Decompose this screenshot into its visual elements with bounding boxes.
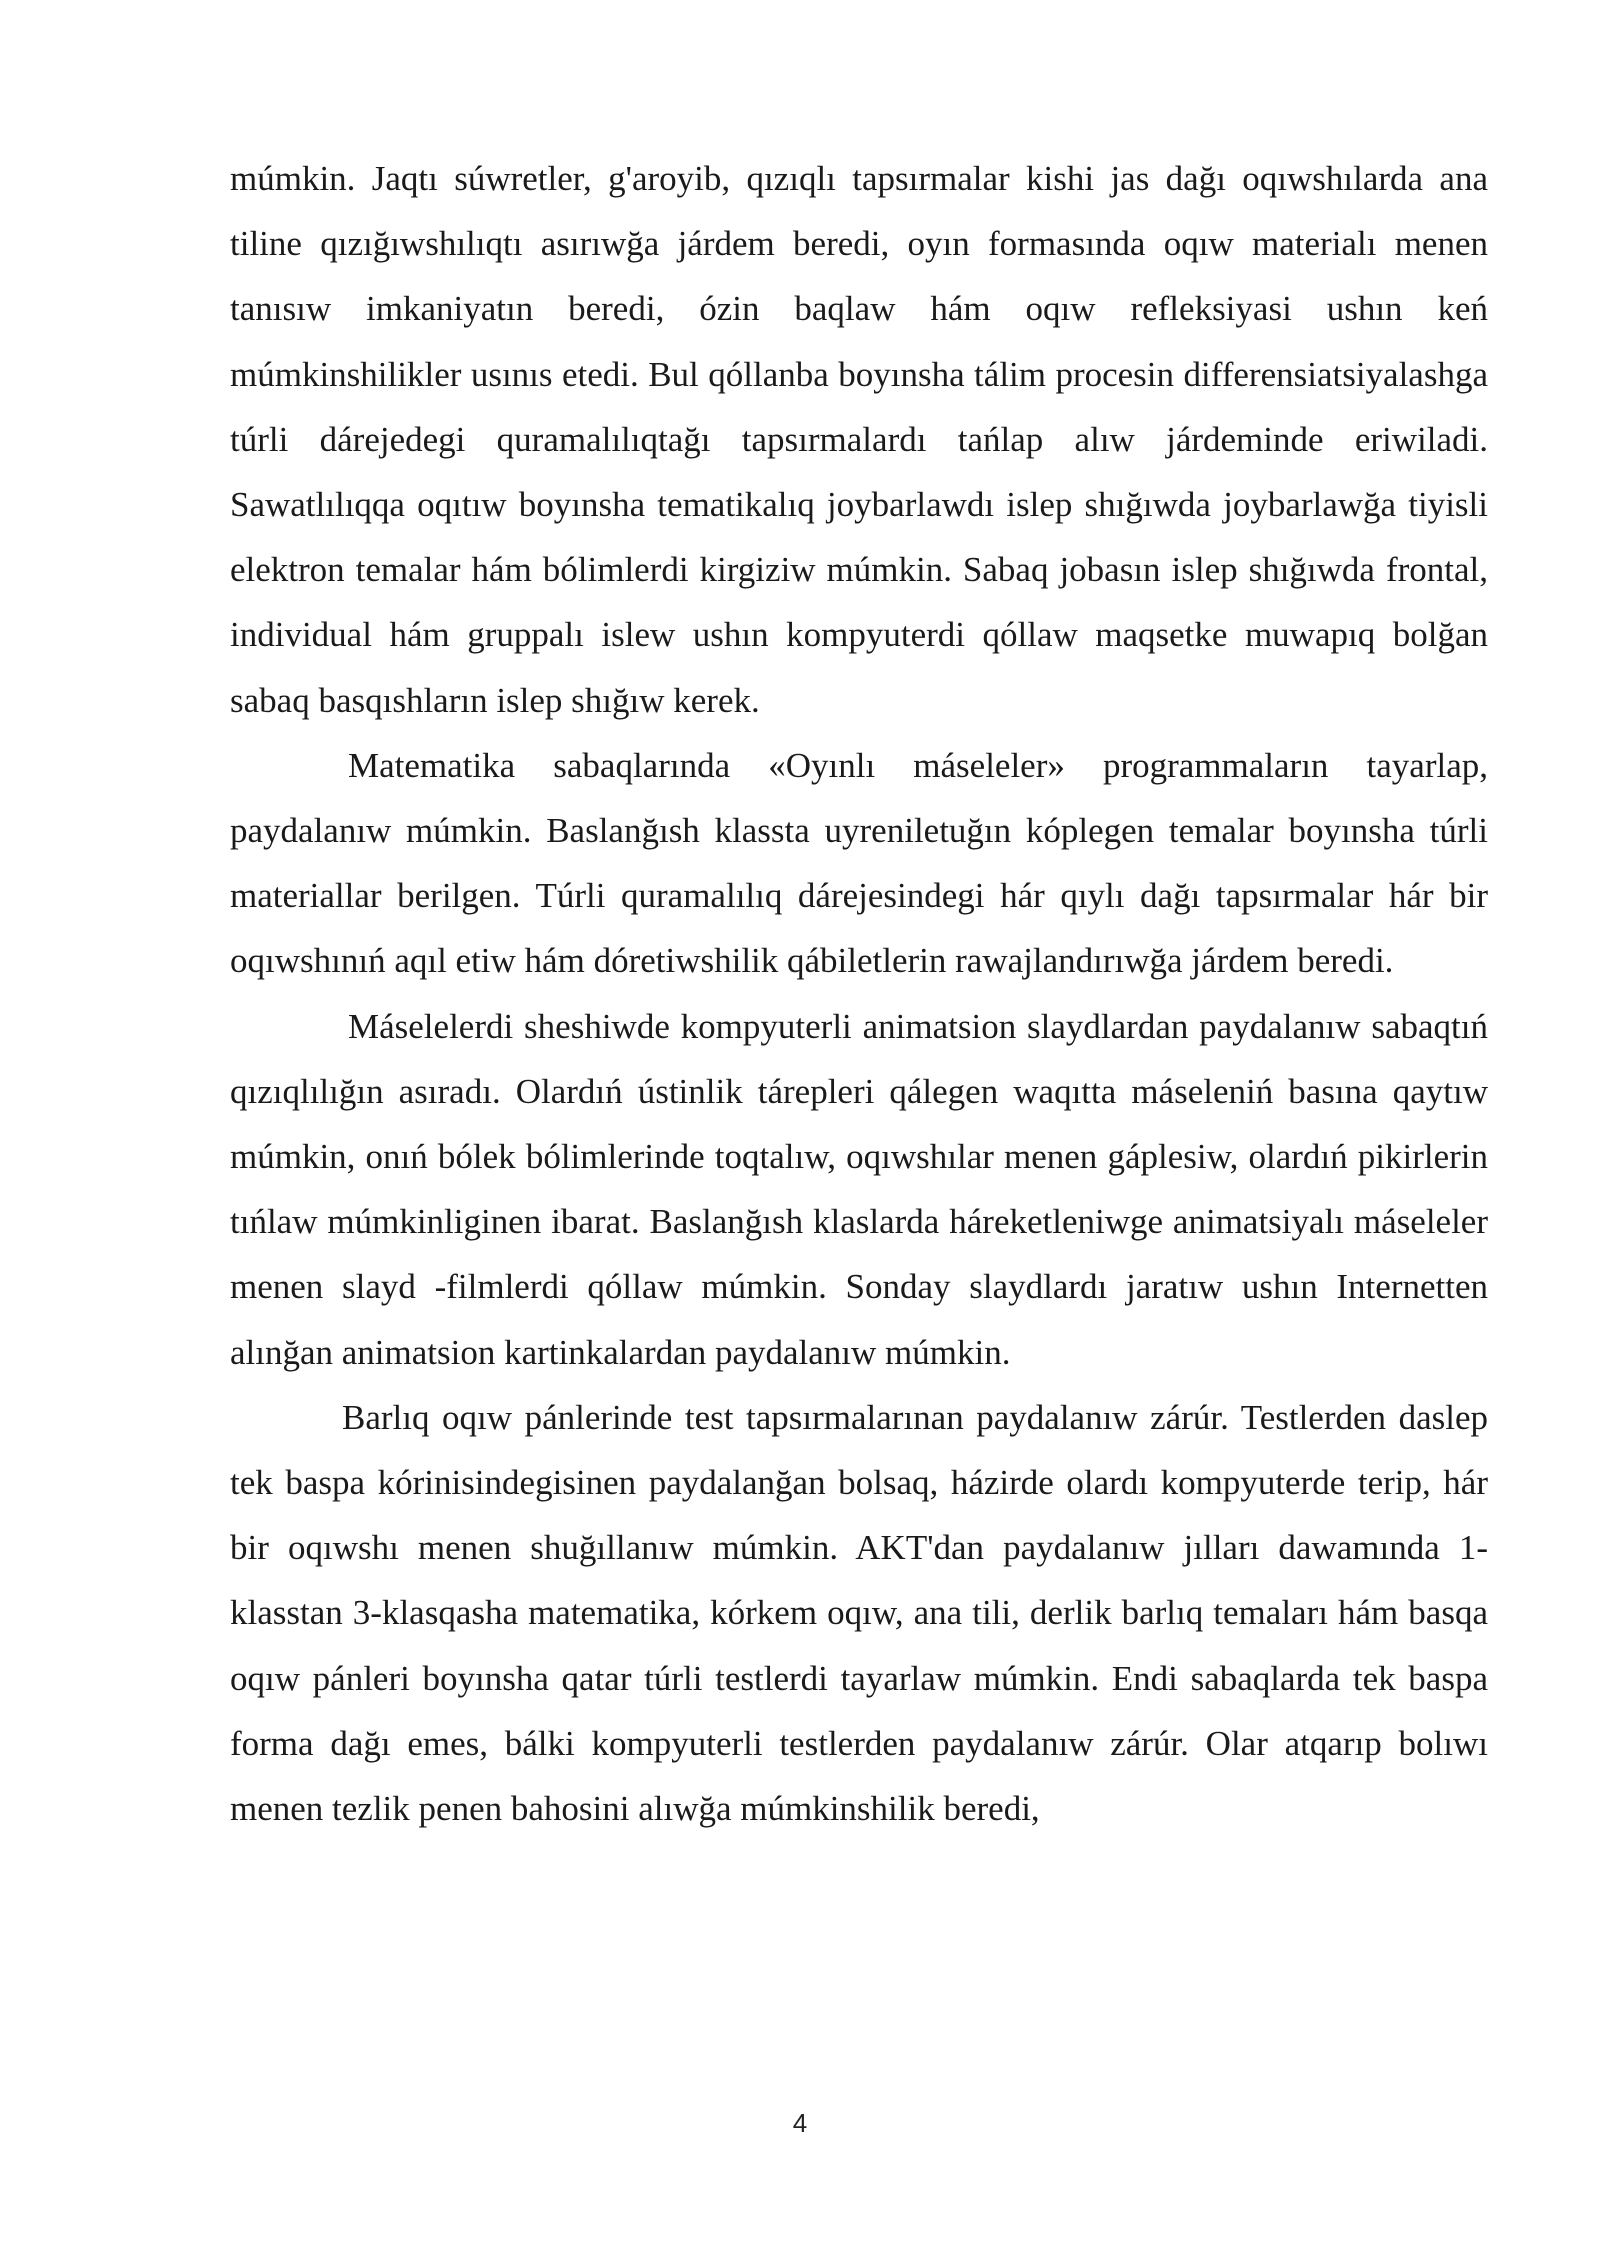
paragraph-3: Máselelerdi sheshiwde kompyuterli animatsion slaydlardan paydalanıw sabaqtıń qızıqlılığın asıradı. Olardıń ústinlik tárepleri qálegen waqıtta máseleniń basına qaytıw múmkin, onıń bólek bólimlerinde toqtalıw, oqıwshılar menen gáplesiw, olardıń pikirlerin tıńlaw múmkinliginen ibarat. Baslanğısh klaslarda háreketleniwge animatsiyalı máseleler menen slayd -filmlerdi qóllaw múmkin. Sonday slaydlardı jaratıw ushın Internetten alınğan animatsion kartinkalardan paydalanıw múmkin.: [230, 1006, 1488, 1372]
page-number: 4: [792, 2108, 808, 2138]
paragraph-4: Barlıq oqıw pánlerinde test tapsırmalarınan paydalanıw zárúr. Testlerden daslep tek baspa kórinisindegisinen paydalanğan bolsaq, házirde olardı kompyuterde terip, hár bir oqıwshı menen shuğıllanıw múmkin. AKT'dan paydalanıw jılları dawamında 1-klasstan 3-klasqasha matematika, kórkem oqıw, ana tili, derlik barlıq temaları hám basqa oqıw pánleri boyınsha qatar túrli testlerdi tayarlaw múmkin. Endi sabaqlarda tek baspa forma dağı emes, bálki kompyuterli testlerden paydalanıw zárúr. Olar atqarıp bolıwı menen tezlik penen bahosini alıwğa múmkinshilik beredi,: [230, 1397, 1488, 1829]
body-text: [230, 146, 1488, 1841]
paragraph-2: Matematika sabaqlarında «Oyınlı máseleler» programmaların tayarlap, paydalanıw múmkin. Baslanğısh klassta uyreniletuğın kóplegen temalar boyınsha túrli materiallar berilgen. Túrli quramalılıq dárejesindegi hár qıylı dağı tapsırmalar hár bir oqıwshınıń aqıl etiw hám dóretiwshilik qábiletlerin rawajlandırıwğa járdem beredi.: [230, 745, 1488, 981]
paragraph-1: múmkin. Jaqtı súwretler, g'aroyib, qızıqlı tapsırmalar kishi jas dağı oqıwshılarda ana tiline qızığıwshılıqtı asırıwğa járdem beredi, oyın formasında oqıw materialı menen tanısıw imkaniyatın beredi, ózin baqlaw hám oqıw refleksiyasi ushın keń múmkinshilikler usınıs etedi. Bul qóllanba boyınsha tálim procesin differensiatsiyalashga túrli dárejedegi quramalılıqtağı tapsırmalardı tańlap alıw járdeminde eriwiladi. Sawatlılıqqa oqıtıw boyınsha tematikalıq joybarlawdı islep shığıwda joybarlawğa tiyisli elektron temalar hám bólimlerdi kirgiziw múmkin. Sabaq jobasın islep shığıwda frontal, individual hám gruppalı islew ushın kompyuterdi qóllaw maqsetke muwapıq bolğan sabaq basqıshların islep shığıw kerek.: [230, 159, 1488, 720]
